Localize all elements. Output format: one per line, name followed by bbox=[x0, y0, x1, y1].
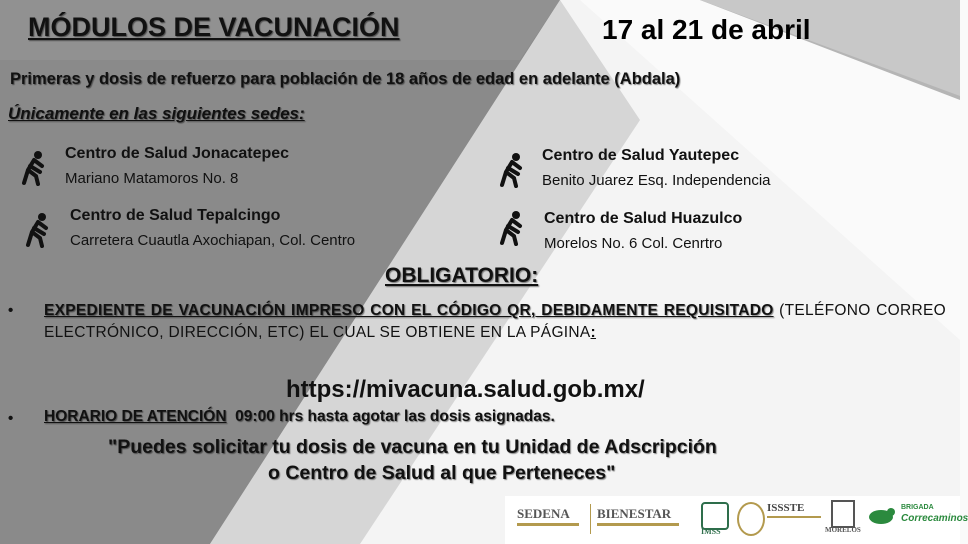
imss-logo: IMSS bbox=[701, 527, 721, 536]
requirement-item-colon: : bbox=[590, 324, 597, 341]
date-range: 17 al 21 de abril bbox=[602, 14, 811, 45]
hours-label: HORARIO DE ATENCIÓN bbox=[44, 408, 227, 425]
site-name-huazulco: Centro de Salud Huazulco bbox=[544, 210, 743, 227]
vaccination-url-link[interactable]: https://mivacuna.salud.gob.mx/ bbox=[286, 376, 645, 403]
site-address-jonacatepec: Mariano Matamoros No. 8 bbox=[65, 170, 239, 187]
walking-person-icon bbox=[494, 210, 526, 246]
site-address-yautepec: Benito Juarez Esq. Independencia bbox=[542, 172, 771, 189]
site-name-jonacatepec: Centro de Salud Jonacatepec bbox=[65, 145, 290, 162]
walking-person-icon bbox=[16, 150, 48, 186]
site-name-yautepec: Centro de Salud Yautepec bbox=[542, 147, 740, 164]
requirement-item-details: (TELÉFONO CORREO ELECTRÓNICO, DIRECCIÓN, ETC) EL CUAL SE OBTIENE EN LA PÁGINA bbox=[44, 302, 946, 341]
site-name-tepalcingo: Centro de Salud Tepalcingo bbox=[70, 207, 281, 224]
issste-logo: ISSSTE bbox=[767, 502, 805, 514]
bullet: • bbox=[8, 410, 14, 427]
logo-divider bbox=[590, 504, 591, 534]
issste-emblem-icon bbox=[737, 502, 765, 536]
sedena-underline bbox=[517, 523, 579, 526]
page-title: MÓDULOS DE VACUNACIÓN bbox=[28, 12, 400, 42]
roadrunner-icon bbox=[867, 504, 897, 528]
sites-label: Únicamente en las siguientes sedes: bbox=[8, 104, 305, 123]
note-line-2: o Centro de Salud al que Perteneces" bbox=[268, 462, 616, 484]
bullet: • bbox=[8, 302, 14, 319]
site-address-huazulco: Morelos No. 6 Col. Cenrtro bbox=[544, 235, 723, 252]
morelos-emblem-icon bbox=[831, 500, 855, 528]
footer-logos bbox=[505, 496, 968, 544]
bienestar-underline bbox=[597, 523, 679, 526]
brigada-logo-top: BRIGADA bbox=[901, 504, 934, 511]
walking-person-icon bbox=[20, 212, 52, 248]
site-address-tepalcingo: Carretera Cuautla Axochiapan, Col. Centro bbox=[70, 232, 356, 249]
brigada-logo-bottom: Correcaminos bbox=[901, 513, 968, 524]
hours-text: 09:00 hrs hasta agotar las dosis asignadas. bbox=[226, 408, 555, 425]
imss-emblem-icon bbox=[701, 502, 729, 530]
hours-item bbox=[44, 408, 555, 426]
subtitle: Primeras y dosis de refuerzo para población de 18 años de edad en adelante (Abdala) bbox=[10, 70, 681, 88]
morelos-logo: MORELOS bbox=[825, 526, 861, 534]
requirement-item bbox=[44, 300, 946, 344]
bienestar-logo: BIENESTAR bbox=[597, 506, 672, 521]
issste-underline bbox=[767, 516, 821, 518]
walking-person-icon bbox=[494, 152, 526, 188]
requirement-item-bold: EXPEDIENTE DE VACUNACIÓN IMPRESO CON EL CÓDIGO QR, DEBIDAMENTE REQUISITADO bbox=[44, 302, 774, 319]
requirements-heading: OBLIGATORIO: bbox=[385, 264, 539, 287]
note-line-1: "Puedes solicitar tu dosis de vacuna en tu Unidad de Adscripción bbox=[108, 436, 717, 458]
sedena-logo: SEDENA bbox=[517, 506, 570, 521]
